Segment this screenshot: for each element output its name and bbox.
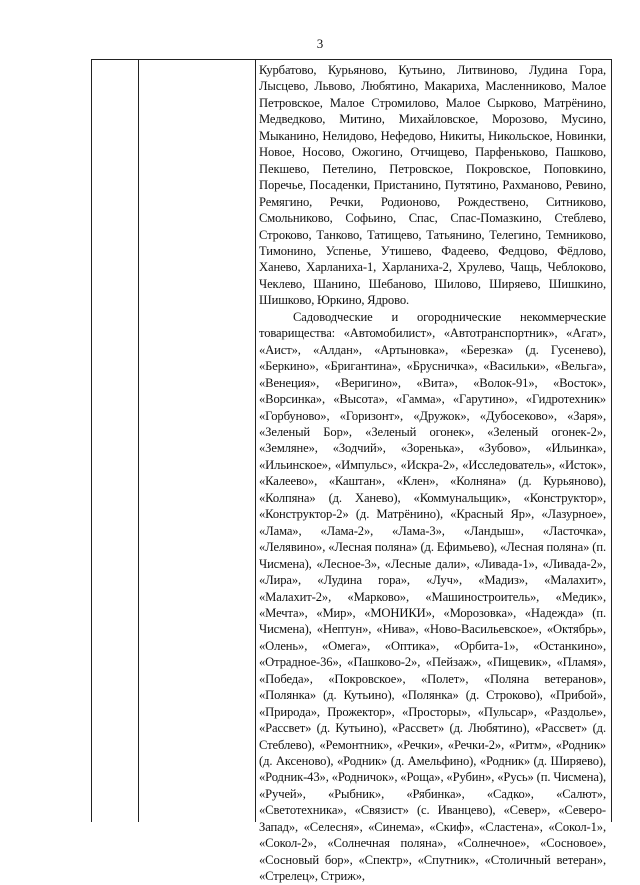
document-table bbox=[91, 59, 612, 884]
villages-paragraph: Курбатово, Курьяново, Кутьино, Литвиново, Лудина Гора, Лысцево, Львово, Любятино, Макариха, Масленниково, Малое Петровское, Малое Стромилово, Малое Сырково, Матрёнино, Медведково, Митино, Михайловское, Морозово, Мусино, Мыканино, Нелидово, Нефедово, Никиты, Никольское, Новинки, Новое, Носово, Ожогино, Отчищево, Парфеньково, Пашково, Пекшево, Петелино, Петровское, Покровское, Поповкино, Поречье, Посаденки, Пристанино, Путятино, Рахманово, Ревино, Ремягино, Речки, Родионово, Рождествено, Ситниково, Смольниково, Софьино, Спас, Спас-Помазкино, Стеблево, Строково, Танково, Татищево, Татьянино, Телегино, Темниково, Тимонино, Успенье, Утишево, Фадеево, Федцово, Фёдлово, Ханево, Харланиха-1, Харланиха-2, Хрулево, Чащь, Чеблоково, Чеклево, Шанино, Шебаново, Шилово, Ширяево, Шишкино, Шишково, Юркино, Ядрово. bbox=[259, 63, 606, 308]
table-cell-settlements-list bbox=[259, 62, 606, 885]
table-column-divider-2 bbox=[255, 60, 256, 822]
table-column-divider-1 bbox=[138, 60, 139, 822]
page-number: 3 bbox=[316, 36, 324, 51]
gardening-associations-paragraph: Садоводческие и огороднические некоммерческие товарищества: «Автомобилист», «Автотранспортник», «Агат», «Аист», «Алдан», «Артыновка», «Березка» (д. Гусенево), «Беркино», «Бригантина», «Брусничка», «Васильки», «Вельга», «Венеция», «Веригино», «Вита», «Волок-91», «Восток», «Ворсинка», «Высота», «Гамма», «Гарутино», «Гидротехник» «Горбуново», «Горизонт», «Дружок», «Дубосеково», «Заря», «Зеленый Бор», «Зеленый огонек», «Зеленый огонек-2», «Земляне», «Зодчий», «Зоренька», «Зубово», «Ильинка», «Ильинское», «Импульс», «Искра-2», «Исследователь», «Исток», «Калеево», «Каштан», «Клен», «Колняна» (д. Курьяново), «Колпяна» (д. Ханево), «Коммунальщик», «Конструктор», «Конструктор-2» (д. Матрёнино), «Красный Яр», «Лазурное», «Лама», «Лама-2», «Лама-3», «Ландыш», «Ласточка», «Лелявино», «Лесная поляна» (д. Ефимьево), «Лесная поляна» (п. Чисмена), «Лесное-3», «Лесные дали», «Ливада-1», «Ливада-2», «Лира», «Лудина гора», «Луч», «Мадиз», «Малахит», «Малахит-2», «Марково», «Машиностроитель», «Медик», «Мечта», «Мир», «МОНИКИ», «Морозовка», «Надежда» (п. Чисмена), «Нептун», «Нива», «Ново-Васильевское», «Октябрь», «Олень», «Омега», «Оптика», «Орбита-1», «Останкино», «Отрадное-36», «Пашково-2», «Пейзаж», «Пищевик», «Пламя», «Победа», «Покровское», «Полет», «Поляна ветеранов», «Полянка» (д. Кутьино), «Полянка» (д. Строково), «Прибой», «Природа», Прожектор», «Просторы», «Пульсар», «Раздолье», «Рассвет» (д. Кутьино), «Рассвет» (д. Любятино), «Рассвет» (д. Стеблево), «Ремонтник», «Речки», «Речки-2», «Ритм», «Родник» (д. Аксеново), «Родник» (д. Амельфино), «Родник» (д. Ширяево), «Родник-43», «Родничок», «Роща», «Рубин», «Русь» (п. Чисмена), «Ручей», «Рыбник», «Рябинка», «Садко», «Салют», «Светотехника», «Связист» (с. Иванцево), «Север», «Северо-Запад», «Селесня», «Синема», «Скиф», «Сластена», «Сокол-1», «Сокол-2», «Солнечная поляна», «Солнечное», «Сосновое», «Сосновый бор», «Спектр», «Спутник», «Столичный ветеран», «Стрелец», Стриж», bbox=[259, 309, 606, 884]
